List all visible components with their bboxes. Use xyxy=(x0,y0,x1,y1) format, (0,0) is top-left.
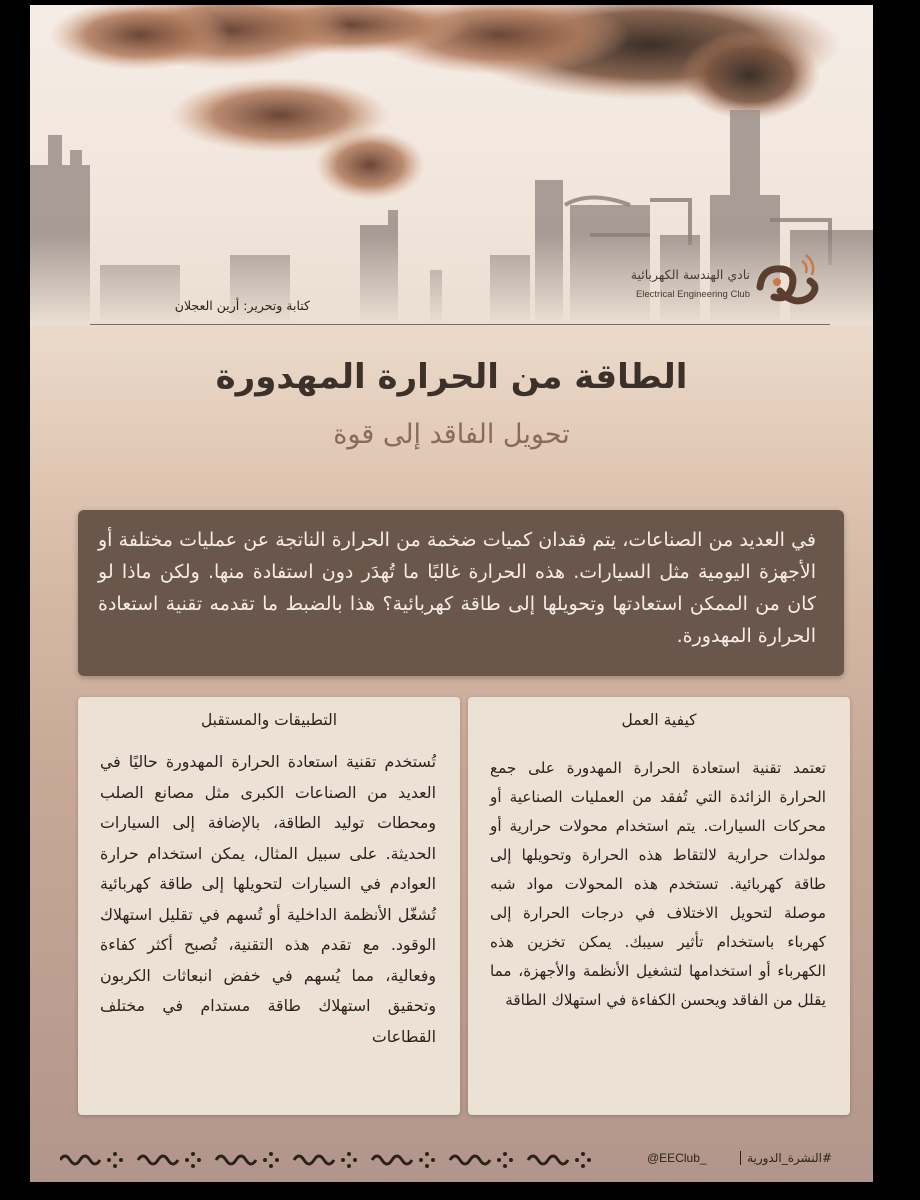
intro-box xyxy=(78,510,844,676)
how-it-works-text: تعتمد تقنية استعادة الحرارة المهدورة على جمع الحرارة الزائدة التي تُفقد من العمليات الصناعية أو محركات السيارات. يتم استخدام محولات حرارية أو مولدات حرارية لالتقاط هذه الحرارة وتحويلها إلى طاقة كهربائية. تستخدم هذه المحولات مواد شبه موصلة لتحويل الاختلاف في درجات الحرارة إلى كهرباء باستخدام تأثير سيبك. يمكن تخزين هذه الكهرباء أو استخدامها لتشغيل الأنظمة والأجهزة، مما يقلل من الفاقد ويحسن الكفاءة في استهلاك الطاقة xyxy=(490,759,826,1009)
newsletter-page xyxy=(30,5,873,1182)
intro-text: في العديد من الصناعات، يتم فقدان كميات ضخمة من الحرارة الناتجة عن عمليات مختلفة أو الأجهزة اليومية مثل السيارات. هذه الحرارة غالبًا ما تُهدَر دون استفادة منها. ولكن ماذا لو كان من الممكن استعادتها وتحويلها إلى طاقة كهربائية؟ هذا بالضبط ما تقدمه تقنية استعادة الحرارة المهدورة. xyxy=(98,529,816,647)
decorative-ornament-icon xyxy=(60,1146,620,1178)
footer xyxy=(52,1140,852,1180)
ee-club-logo-icon xyxy=(750,247,822,323)
newsletter-hashtag[interactable]: #النشرة_الدورية xyxy=(747,1151,832,1165)
applications-card xyxy=(78,697,460,1115)
logo-text-english: Electrical Engineering Club xyxy=(635,289,750,300)
social-handle[interactable]: @EEClub_ xyxy=(647,1151,707,1165)
footer-separator xyxy=(740,1151,741,1165)
logo-text-arabic: نادي الهندسة الكهربائية xyxy=(630,267,750,282)
club-logo xyxy=(600,245,850,325)
page-title: الطاقة من الحرارة المهدورة xyxy=(215,357,688,397)
applications-text: تُستخدم تقنية استعادة الحرارة المهدورة حاليًا في العديد من الصناعات الكبرى مثل مصانع الصلب ومحطات توليد الطاقة، بالإضافة إلى السيارات الحديثة. على سبيل المثال، يمكن استخدام حرارة العوادم في السيارات لتحويلها إلى طاقة كهربائية تُشغّل الأنظمة الداخلية أو تُسهم في تقليل استهلاك الوقود. مع تقدم هذه التقنية، تُصبح أكثر كفاءة وفعالية، مما يُسهم في خفض انبعاثات الكربون وتحقيق استهلاك طاقة مستدام في مختلف القطاعات xyxy=(100,752,436,1046)
author-credit: كتابة وتحرير: أرين العجلان xyxy=(174,298,310,313)
how-it-works-heading: كيفية العمل xyxy=(621,711,697,729)
page-subtitle: تحويل الفاقد إلى قوة xyxy=(333,419,570,450)
how-it-works-card xyxy=(468,697,850,1115)
applications-heading: التطبيقات والمستقبل xyxy=(200,711,338,729)
